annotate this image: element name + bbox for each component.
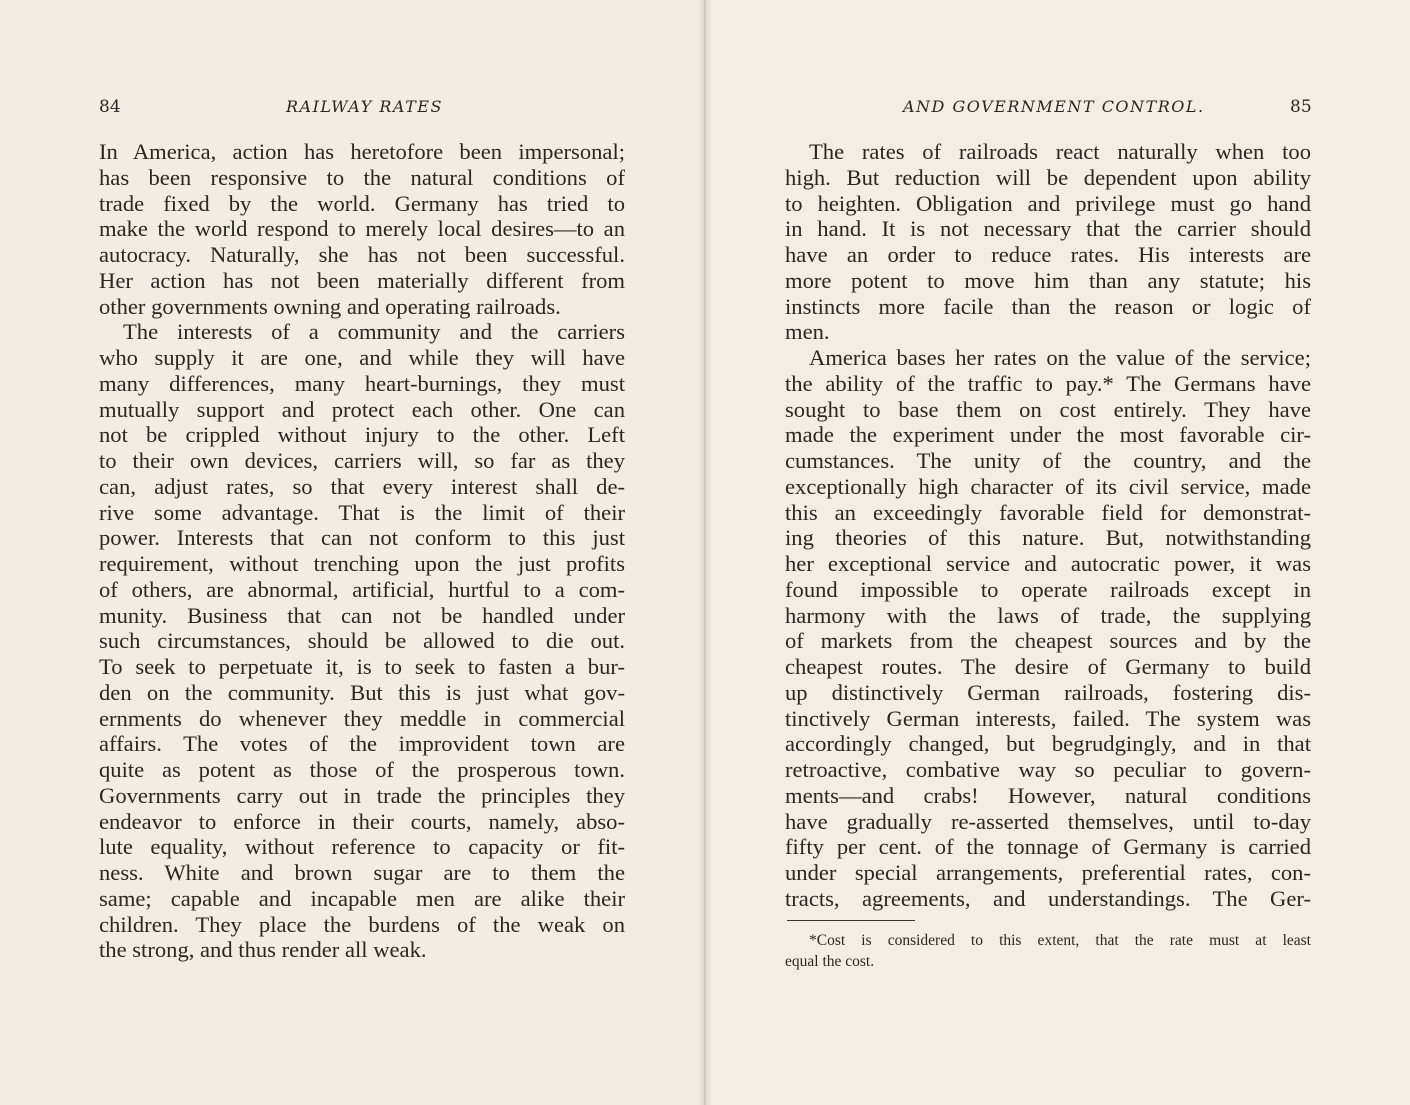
text-line: Her action has not been materially different from (99, 267, 625, 293)
book-gutter (698, 0, 712, 1105)
text-line: lute equality, without reference to capacity or fit- (99, 834, 625, 860)
text-line: cumstances. The unity of the country, and the (785, 448, 1311, 473)
text-line: more potent to move him than any statute; his (785, 267, 1311, 293)
text-line: The interests of a community and the carriers (123, 319, 625, 345)
text-line: ments—and crabs! However, natural conditions (785, 782, 1311, 808)
footnote-line: *Cost is considered to this extent, that the rate must at least (809, 932, 1311, 949)
text-line: power. Interests that can not conform to this just (99, 525, 625, 551)
text-line: quite as potent as those of the prosperous town. (99, 757, 625, 782)
text-line: to heighten. Obligation and privilege must go hand (785, 190, 1311, 216)
paragraph (785, 345, 1311, 912)
text-line: the strong, and thus render all weak. (99, 937, 427, 963)
right-body-text (785, 139, 1311, 912)
text-line: harmony with the laws of trade, the supplying (785, 602, 1311, 628)
text-line: make the world respond to merely local desires—to an (99, 216, 625, 242)
text-line: mutually support and protect each other. One can (99, 396, 625, 422)
text-line: In America, action has heretofore been impersonal; (99, 139, 625, 164)
text-line: retroactive, combative way so peculiar to govern- (785, 757, 1311, 782)
text-line: munity. Business that can not be handled under (99, 602, 625, 628)
text-line: children. They place the burdens of the weak on (99, 911, 625, 937)
text-line: sought to base them on cost entirely. They have (785, 396, 1311, 422)
paragraph (99, 139, 625, 319)
text-line: America bases her rates on the value of the service; (809, 345, 1311, 370)
text-line: men. (785, 319, 830, 345)
text-line: same; capable and incapable men are alike their (99, 885, 625, 911)
text-line: her exceptional service and autocratic power, it was (785, 551, 1311, 576)
text-line: cheapest routes. The desire of Germany to build (785, 654, 1311, 679)
left-body-text (99, 139, 625, 963)
text-line: tracts, agreements, and understandings. The Ger- (785, 885, 1311, 911)
text-line: tinctively German interests, failed. The system was (785, 705, 1311, 731)
text-line: rive some advantage. That is the limit of their (99, 499, 625, 525)
text-line: exceptionally high character of its civil service, made (785, 473, 1311, 499)
text-line: made the experiment under the most favorable cir- (785, 422, 1311, 448)
footnote-divider (787, 920, 915, 921)
text-line: accordingly changed, but begrudgingly, and in that (785, 731, 1311, 757)
footnote-line: equal the cost. (785, 953, 875, 970)
text-line: can, adjust rates, so that every interest shall de- (99, 473, 625, 499)
text-line: ernments do whenever they meddle in commercial (99, 705, 625, 731)
text-line: found impossible to operate railroads except in (785, 576, 1311, 602)
right-running-head: AND GOVERNMENT CONTROL. (903, 97, 1205, 116)
text-line: up distinctively German railroads, fostering dis- (785, 679, 1311, 705)
text-line: requirement, without trenching upon the just profits (99, 551, 625, 576)
left-page-number: 84 (99, 97, 121, 117)
paragraph (99, 319, 625, 963)
text-line: ing theories of this nature. But, notwithstanding (785, 525, 1311, 551)
text-line: other governments owning and operating railroads. (99, 293, 561, 319)
paragraph (785, 139, 1311, 345)
text-line: under special arrangements, preferential rates, con- (785, 860, 1311, 885)
text-line: Governments carry out in trade the principles they (99, 782, 625, 808)
text-line: fifty per cent. of the tonnage of Germany is carried (785, 834, 1311, 860)
text-line: affairs. The votes of the improvident town are (99, 731, 625, 757)
text-line: this an exceedingly favorable field for demonstrat- (785, 499, 1311, 525)
text-line: of markets from the cheapest sources and by the (785, 628, 1311, 654)
footnote (785, 930, 1311, 972)
text-line: The rates of railroads react naturally when too (809, 139, 1311, 164)
text-line: ness. White and brown sugar are to them the (99, 860, 625, 885)
text-line: high. But reduction will be dependent upon ability (785, 164, 1311, 190)
right-page-number: 85 (1290, 97, 1312, 117)
text-line: endeavor to enforce in their courts, namely, abso- (99, 808, 625, 834)
text-line: the ability of the traffic to pay.* The Germans have (785, 370, 1311, 396)
text-line: has been responsive to the natural conditions of (99, 164, 625, 190)
text-line: have an order to reduce rates. His interests are (785, 242, 1311, 267)
text-line: of others, are abnormal, artificial, hurtful to a com- (99, 576, 625, 602)
text-line: in hand. It is not necessary that the carrier should (785, 216, 1311, 242)
text-line: To seek to perpetuate it, is to seek to fasten a bur- (99, 654, 625, 679)
text-line: such circumstances, should be allowed to die out. (99, 628, 625, 654)
text-line: trade fixed by the world. Germany has tried to (99, 190, 625, 216)
text-line: who supply it are one, and while they will have (99, 345, 625, 370)
text-line: to their own devices, carriers will, so far as they (99, 448, 625, 473)
text-line: den on the community. But this is just what gov- (99, 679, 625, 705)
text-line: instincts more facile than the reason or logic of (785, 293, 1311, 319)
text-line: not be crippled without injury to the other. Left (99, 422, 625, 448)
left-running-head: RAILWAY RATES (286, 97, 443, 116)
text-line: have gradually re-asserted themselves, until to-day (785, 808, 1311, 834)
text-line: autocracy. Naturally, she has not been successful. (99, 242, 625, 267)
text-line: many differences, many heart-burnings, they must (99, 370, 625, 396)
